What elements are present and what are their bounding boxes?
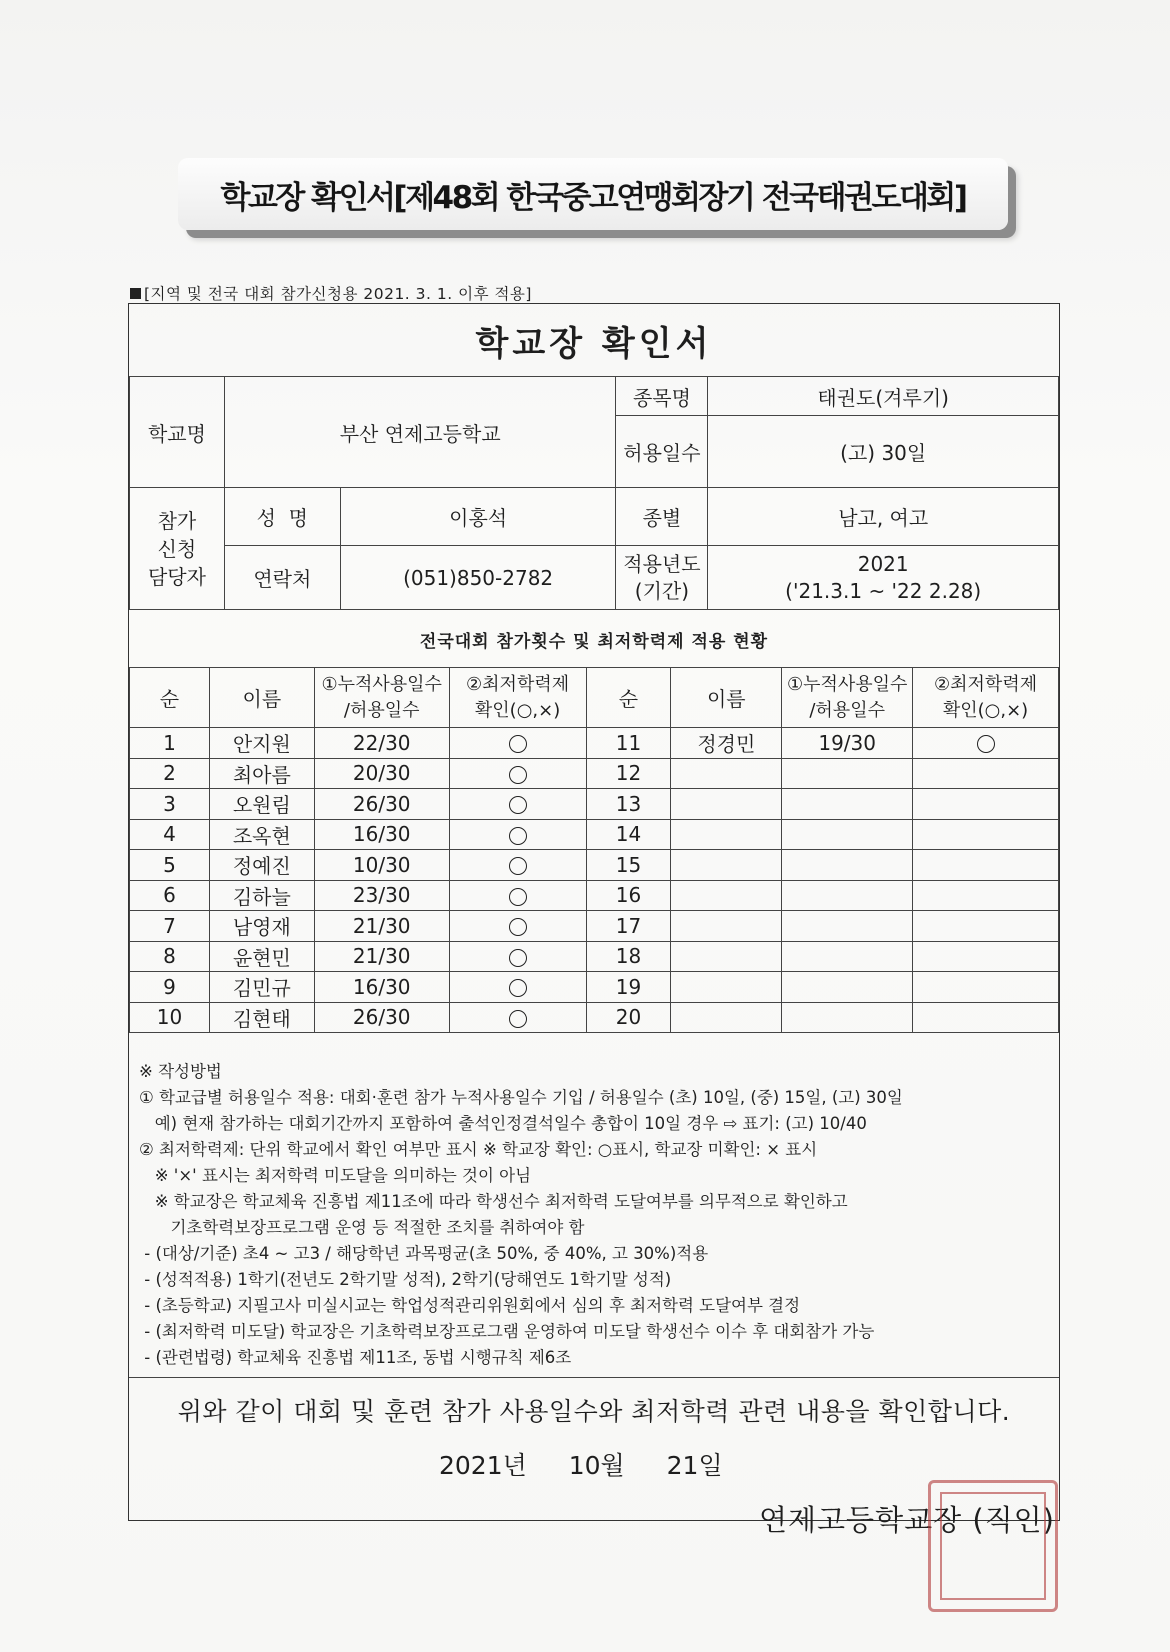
header-check [449, 668, 586, 728]
instruction-line: 예) 현재 참가하는 대회기간까지 포함하여 출석인정결석일수 총합이 10일 경우 ⇨ 표기: (고) 10/40 [139, 1114, 867, 1133]
school-value: 부산 연제고등학교 [224, 377, 616, 488]
contact-group-label [130, 488, 225, 610]
row-no: 8 [130, 941, 210, 972]
header-days-2-line-1: ①누적사용일수 [786, 673, 908, 695]
row-name: 정경민 [671, 728, 782, 759]
row-check [913, 880, 1059, 911]
signer: 연제고등학교장 (직인) [759, 1503, 1055, 1537]
row-check [913, 789, 1059, 820]
year-label-line-1: 적용년도 [623, 551, 701, 576]
status-header-row [130, 668, 1059, 728]
row-name [671, 819, 782, 850]
status-body [130, 728, 1059, 1033]
row-no: 10 [130, 1002, 210, 1033]
instruction-line: ① 학교급별 허용일수 적용: 대회·훈련 참가 누적사용일수 기입 / 허용일수 (초) 10일, (중) 15일, (고) 30일 [139, 1088, 903, 1107]
row-check [449, 789, 586, 820]
row-days [782, 941, 913, 972]
row-name: 최아름 [209, 758, 314, 789]
header-name: 이름 [209, 668, 314, 728]
row-days: 26/30 [314, 1002, 449, 1033]
row-days [782, 819, 913, 850]
row-name [671, 850, 782, 881]
row-name [671, 1002, 782, 1033]
instruction-line: - (관련법령) 학교체육 진흥법 제11조, 동법 시행규칙 제6조 [139, 1348, 572, 1367]
row-check [449, 758, 586, 789]
header-no-2: 순 [586, 668, 671, 728]
name-label: 성 명 [224, 488, 340, 546]
circle-mark-icon [509, 979, 527, 997]
form-title: 학교장 확인서 [129, 304, 1059, 377]
row-check [913, 941, 1059, 972]
row-name [671, 880, 782, 911]
row-check [449, 1002, 586, 1033]
table-row [130, 880, 1059, 911]
days-label: 허용일수 [616, 416, 708, 488]
year-label [616, 546, 708, 610]
row-days [782, 1002, 913, 1033]
row-name [671, 911, 782, 942]
row-check [449, 819, 586, 850]
table-row [130, 758, 1059, 789]
table-row [130, 819, 1059, 850]
row-check [449, 850, 586, 881]
row-name: 김현태 [209, 1002, 314, 1033]
status-title: 전국대회 참가횟수 및 최저학력제 적용 현황 [129, 612, 1059, 668]
header-check-line-2: 확인(○,×) [474, 699, 561, 721]
row-days: 16/30 [314, 819, 449, 850]
row-check [449, 728, 586, 759]
row-check [913, 819, 1059, 850]
instruction-line: 기초학력보장프로그램 운영 등 적절한 조치를 취하여야 함 [139, 1218, 585, 1237]
row-days: 10/30 [314, 850, 449, 881]
table-row [130, 972, 1059, 1003]
row-no: 15 [586, 850, 671, 881]
contact-group-line-2: 신청 [157, 536, 197, 561]
header-days-2-line-2: /허용일수 [809, 699, 885, 721]
row-name: 안지원 [209, 728, 314, 759]
row-days [782, 880, 913, 911]
row-no: 14 [586, 819, 671, 850]
divider [129, 1377, 1059, 1378]
instruction-line: - (최저학력 미도달) 학교장은 기초학력보장프로그램 운영하여 미도달 학생선수 이수 후 대회참가 가능 [139, 1322, 875, 1341]
header-check-line-1: ②최저학력제 [466, 673, 570, 695]
circle-mark-icon [509, 735, 527, 753]
row-no: 19 [586, 972, 671, 1003]
row-days [782, 789, 913, 820]
header-no: 순 [130, 668, 210, 728]
header-days-line-2: /허용일수 [343, 699, 420, 721]
instruction-line: - (성적적용) 1학기(전년도 2학기말 성적), 2학기(당해연도 1학기말 성적) [139, 1270, 672, 1289]
form-frame [128, 303, 1060, 1537]
instruction-line: - (초등학교) 지필고사 미실시교는 학업성적관리위원회에서 심의 후 최저학력 도달여부 결정 [139, 1296, 801, 1315]
info-table [129, 376, 1059, 610]
row-days [782, 850, 913, 881]
row-check [913, 728, 1059, 759]
date-year: 2021년 [439, 1451, 527, 1480]
square-bullet-icon [130, 288, 141, 299]
header-name-2: 이름 [671, 668, 782, 728]
circle-mark-icon [509, 1010, 527, 1028]
instruction-line: - (대상/기준) 초4 ~ 고3 / 해당학년 과목평균(초 50%, 중 40%, 고 30%)적용 [139, 1244, 709, 1263]
contact-group-line-1: 참가 [157, 508, 197, 533]
row-check [913, 758, 1059, 789]
row-no: 4 [130, 819, 210, 850]
row-no: 20 [586, 1002, 671, 1033]
event-label: 종목명 [616, 377, 708, 416]
row-name: 김민규 [209, 972, 314, 1003]
row-no: 18 [586, 941, 671, 972]
header-check-2 [913, 668, 1059, 728]
header-days-line-1: ①누적사용일수 [321, 673, 442, 695]
row-no: 17 [586, 911, 671, 942]
header-check-2-line-2: 확인(○,×) [942, 699, 1029, 721]
table-row [130, 911, 1059, 942]
year-value-line-1: 2021 [857, 551, 909, 576]
row-days: 23/30 [314, 880, 449, 911]
status-table [129, 667, 1059, 1033]
date-day: 21일 [666, 1451, 723, 1480]
row-name [671, 972, 782, 1003]
year-value [708, 546, 1059, 610]
row-name: 오원림 [209, 789, 314, 820]
contact-group-line-3: 담당자 [147, 564, 206, 589]
header-check-2-line-1: ②최저학력제 [934, 673, 1038, 695]
row-days: 19/30 [782, 728, 913, 759]
days-value: (고) 30일 [708, 416, 1059, 488]
row-check [913, 972, 1059, 1003]
row-no: 9 [130, 972, 210, 1003]
name-value: 이홍석 [340, 488, 616, 546]
row-days: 20/30 [314, 758, 449, 789]
year-value-line-2: ('21.3.1 ~ '22 2.28) [785, 578, 982, 603]
table-row [130, 850, 1059, 881]
row-days: 22/30 [314, 728, 449, 759]
instruction-line: ※ 학교장은 학교체육 진흥법 제11조에 따라 학생선수 최저학력 도달여부를 의무적으로 확인하고 [139, 1192, 848, 1211]
row-no: 12 [586, 758, 671, 789]
phone-label: 연락처 [224, 546, 340, 610]
banner-title: 학교장 확인서[제48회 한국중고연맹회장기 전국태권도대회] [220, 179, 966, 216]
instruction-line: ※ '×' 표시는 최저학력 미도달을 의미하는 것이 아님 [139, 1166, 532, 1185]
row-no: 13 [586, 789, 671, 820]
row-name: 윤현민 [209, 941, 314, 972]
year-label-line-2: (기간) [634, 578, 690, 603]
table-row [130, 728, 1059, 759]
row-days: 21/30 [314, 941, 449, 972]
table-row [130, 941, 1059, 972]
table-row [130, 1002, 1059, 1033]
event-value: 태권도(겨루기) [708, 377, 1059, 416]
row-check [449, 941, 586, 972]
circle-mark-icon [509, 766, 527, 784]
note-text: [지역 및 전국 대회 참가신청용 2021. 3. 1. 이후 적용] [144, 285, 532, 303]
application-note [130, 282, 532, 304]
row-name: 김하늘 [209, 880, 314, 911]
official-seal-icon [928, 1480, 1058, 1612]
row-check [449, 972, 586, 1003]
row-days: 21/30 [314, 911, 449, 942]
row-check [913, 850, 1059, 881]
header-days-2 [782, 668, 913, 728]
table-row [130, 789, 1059, 820]
row-days: 26/30 [314, 789, 449, 820]
row-name [671, 758, 782, 789]
row-check [913, 911, 1059, 942]
row-no: 3 [130, 789, 210, 820]
type-value: 남고, 여고 [708, 488, 1059, 546]
row-no: 16 [586, 880, 671, 911]
header-days [314, 668, 449, 728]
circle-mark-icon [509, 796, 527, 814]
confirm-text: 위와 같이 대회 및 훈련 참가 사용일수와 최저학력 관련 내용을 확인합니다. [177, 1397, 1011, 1426]
row-no: 2 [130, 758, 210, 789]
circle-mark-icon [509, 888, 527, 906]
circle-mark-icon [509, 918, 527, 936]
row-name [671, 789, 782, 820]
row-no: 5 [130, 850, 210, 881]
row-check [449, 911, 586, 942]
row-days [782, 972, 913, 1003]
instruction-line: ※ 작성방법 [139, 1062, 222, 1081]
row-check [913, 1002, 1059, 1033]
row-name: 정예진 [209, 850, 314, 881]
date-month: 10월 [568, 1451, 625, 1480]
type-label: 종별 [616, 488, 708, 546]
row-name [671, 941, 782, 972]
circle-mark-icon [509, 949, 527, 967]
row-no: 6 [130, 880, 210, 911]
row-check [449, 880, 586, 911]
circle-mark-icon [509, 857, 527, 875]
instructions [139, 1059, 1054, 1371]
row-days [782, 911, 913, 942]
row-no: 11 [586, 728, 671, 759]
banner [178, 158, 1008, 230]
phone-value: (051)850-2782 [340, 546, 616, 610]
row-days: 16/30 [314, 972, 449, 1003]
row-name: 조옥현 [209, 819, 314, 850]
instruction-line: ② 최저학력제: 단위 학교에서 확인 여부만 표시 ※ 학교장 확인: ○표시, 학교장 미확인: × 표시 [139, 1140, 818, 1159]
row-days [782, 758, 913, 789]
row-name: 남영재 [209, 911, 314, 942]
school-label: 학교명 [130, 377, 225, 488]
confirm-date [439, 1446, 723, 1482]
circle-mark-icon [509, 827, 527, 845]
row-no: 1 [130, 728, 210, 759]
row-no: 7 [130, 911, 210, 942]
circle-mark-icon [977, 735, 995, 753]
